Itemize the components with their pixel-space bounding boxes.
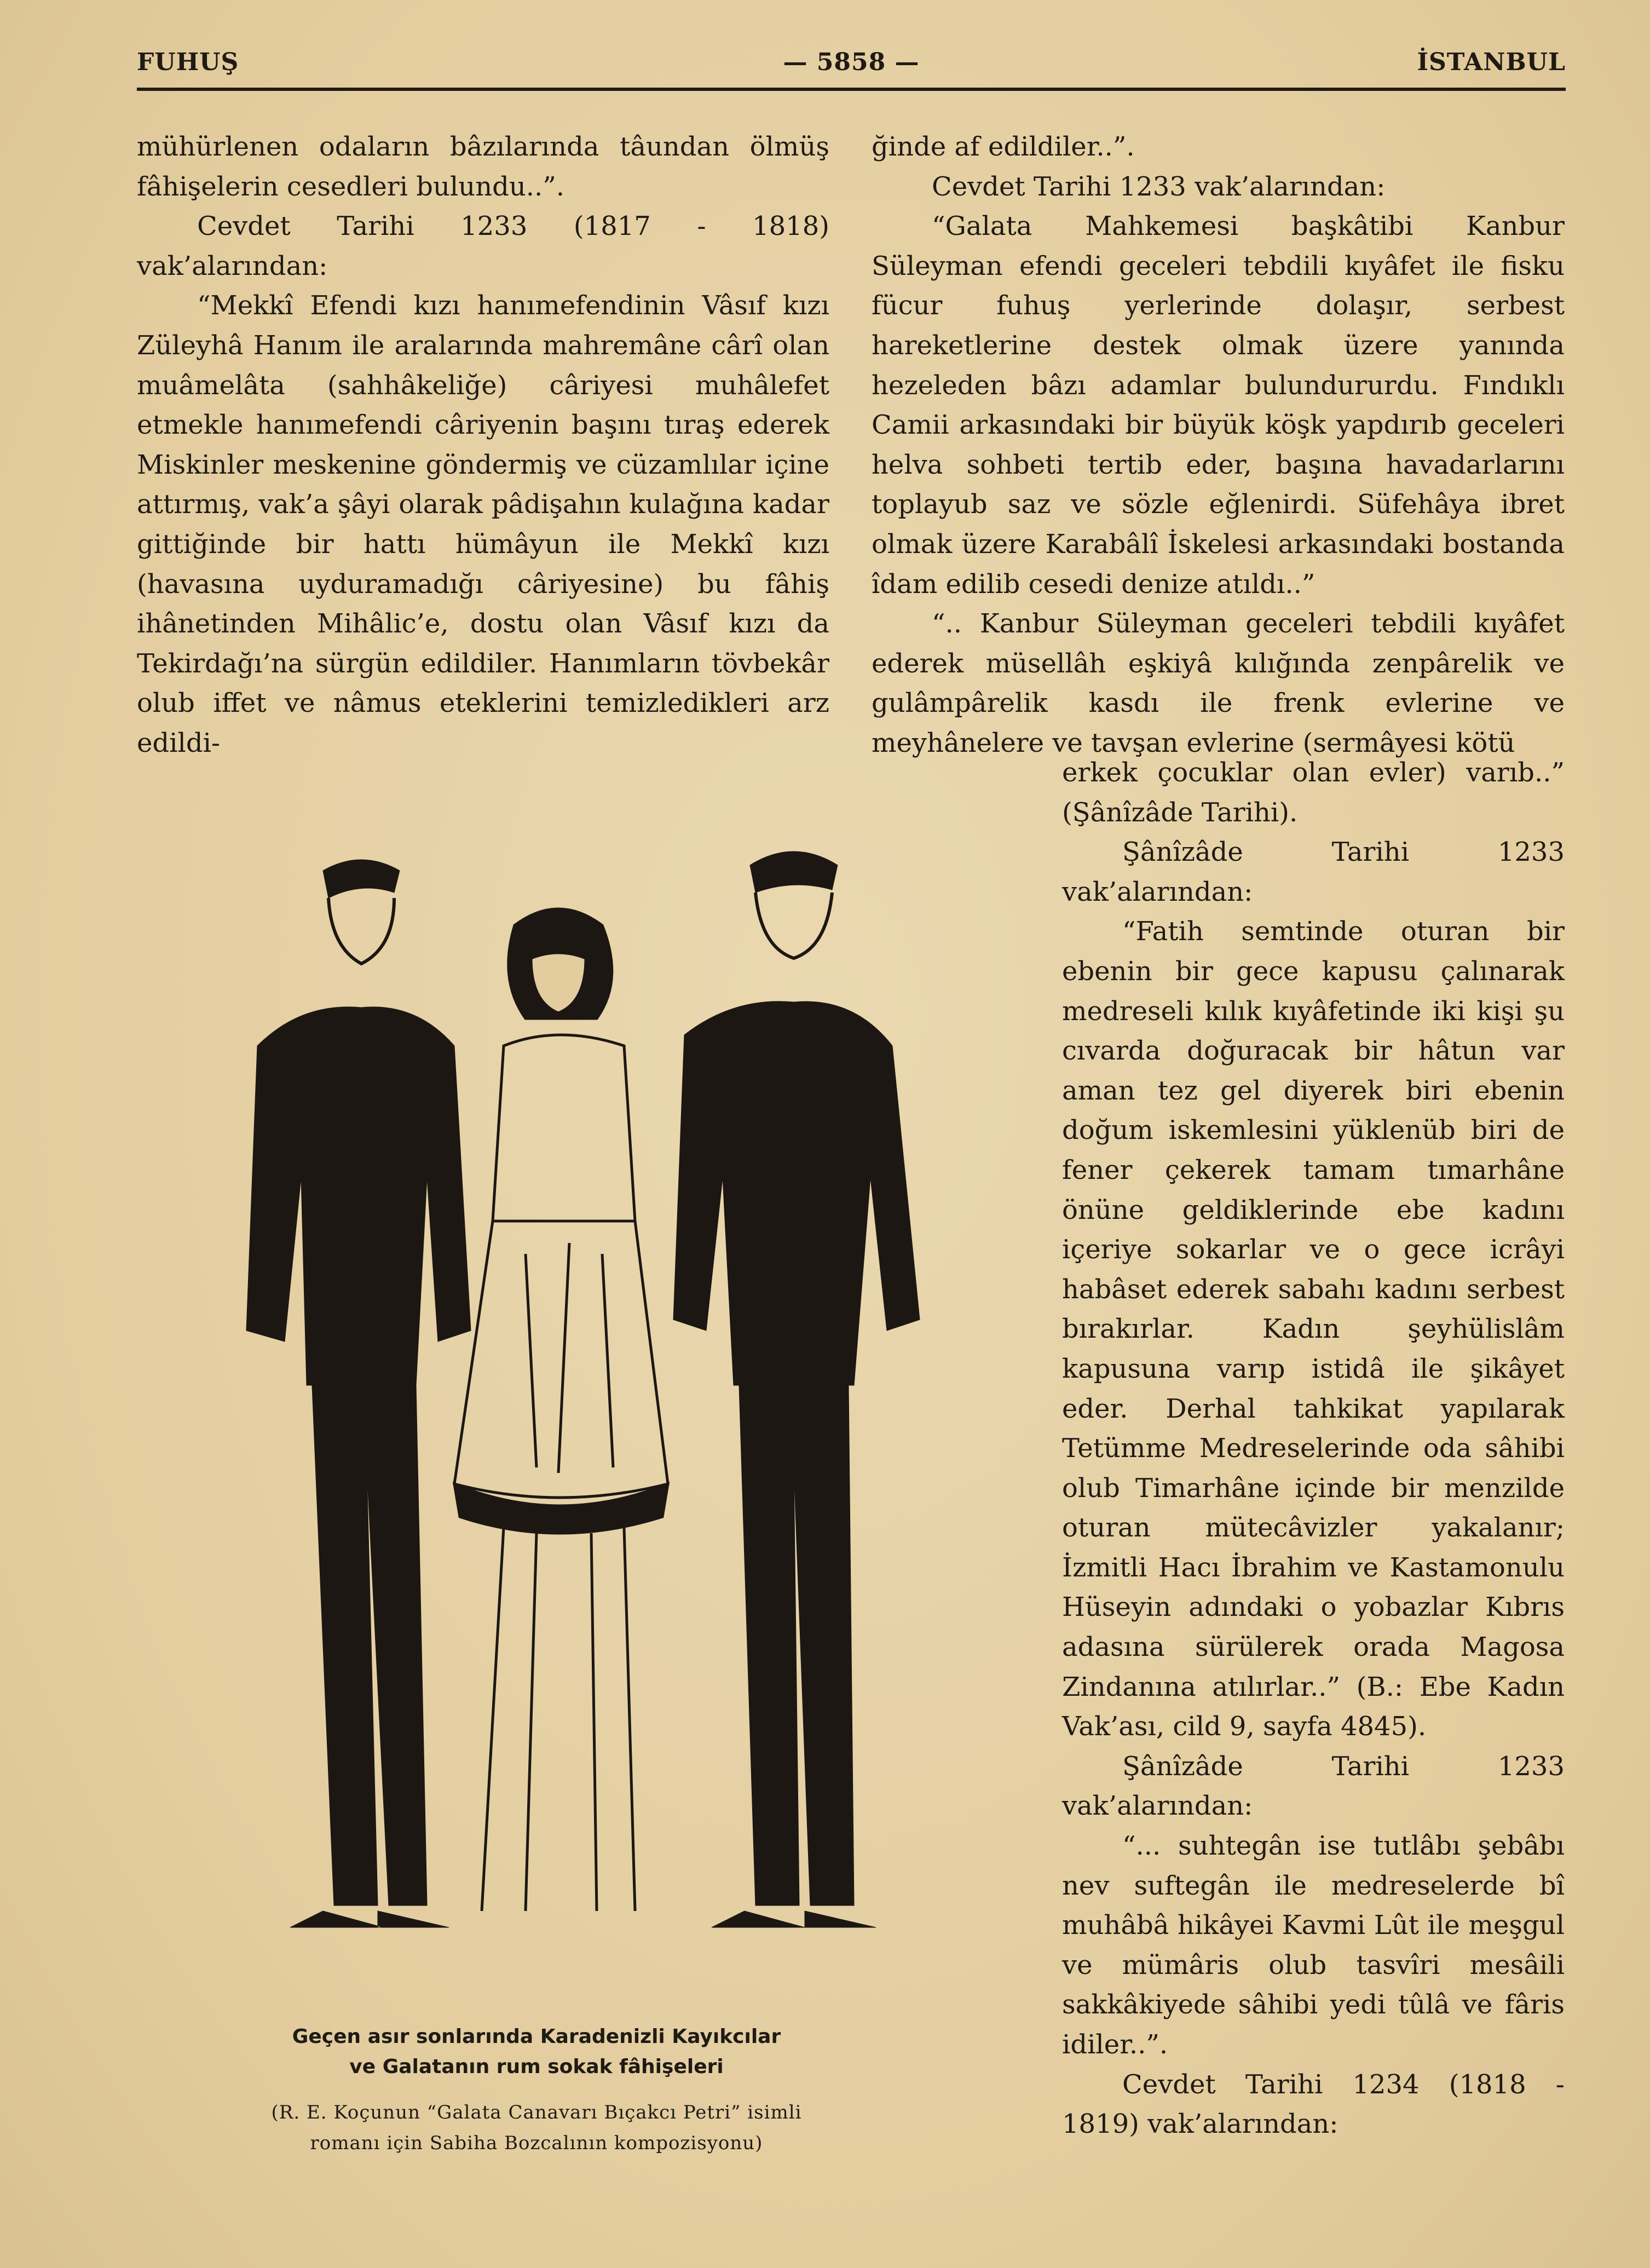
page-number: — 5858 —: [783, 48, 920, 76]
header-rule: [137, 88, 1566, 91]
paragraph: Şânîzâde Tarihi 1233 vak’alarından:: [1062, 1751, 1565, 1822]
paragraph: Cevdet Tarihi 1234 (1818 - 1819) vak’alarından:: [1062, 2069, 1565, 2140]
left-figure: [246, 860, 471, 1927]
caption-credit: (R. E. Koçunun “Galata Canavarı Bıçakcı Petri” isimli: [271, 2102, 802, 2123]
paragraph: mühürlenen odaların bâzılarında tâundan ölmüş fâhişelerin cesedleri bulundu..”.: [137, 131, 829, 202]
paragraph: erkek çocuklar olan evler) varıb..” (Şânîzâde Tarihi).: [1062, 757, 1565, 828]
figure-caption: [175, 2022, 898, 2158]
paragraph: “Mekkî Efendi kızı hanımefendinin Vâsıf kızı Züleyhâ Hanım ile aralarında mahremâne cârî olan muâmelâta (sahhâkeliğe) câriyesi muhâlefet etmekle hanımefendi câriyenin başını tıraş ederek Miskinler meskenine göndermiş ve cüzamlılar içine attırmış, vak’a şâyi olarak pâdişahın kulağına kadar gittiğinde bir hattı hümâyun ile Mekkî kızı (havasına uyduramadığı câriyesine) bu fâhiş ihânetinden Mihâlic’e, dostu olan Vâsıf kızı da Tekirdağı’na sürgün edildiler. Hanımların tövbekâr olub iffet ve nâmus eteklerini temizledikleri arz edildi-: [137, 290, 829, 758]
right-figure: [673, 851, 920, 1927]
left-column: [137, 127, 829, 763]
paragraph: “... suhtegân ise tutlâbı şebâbı nev suftegân ile medreselerde bî muhâbâ hikâyei Kavmi Lût ile meşgul ve mümâris olub tasvîri mesâili sakkâkiyede sâhibi yedi tûlâ ve fâris idiler..”.: [1062, 1830, 1565, 2060]
paragraph: Cevdet Tarihi 1233 vak’alarından:: [932, 171, 1386, 202]
paragraph: ğinde af edildiler..”.: [872, 131, 1135, 162]
caption-credit: romanı için Sabiha Bozcalının kompozisyonu): [310, 2132, 763, 2154]
page-header: [137, 48, 1566, 92]
header-section-title: FUHUŞ: [137, 48, 239, 76]
illustration: [197, 838, 996, 1971]
right-column-narrow: [1062, 753, 1565, 2144]
illustration-drawing: [197, 838, 996, 1971]
right-column-wide: [872, 127, 1565, 763]
caption-line: ve Galatanın rum sokak fâhişeleri: [349, 2056, 724, 2078]
paragraph: “Fatih semtinde oturan bir ebenin bir gece kapusu çalınarak medreseli kılık kıyâfetinde iki kişi şu cıvarda doğuracak bir hâtun var aman tez gel diyerek biri ebenin doğum iskemlesini yüklenüb biri de fener çekerek tamam tımarhâne önüne geldiklerinde ebe kadını içeriye sokarlar ve o gece icrâyi habâset ederek sabahı kadını serbest bırakırlar. Kadın şeyhülislâm kapusuna varıp istidâ ile şikâyet eder. Derhal tahkikat yapılarak Tetümme Medreselerinde oda sâhibi olub Timarhâne içinde bir menzilde oturan mütecâvizler yakalanır; İzmitli Hacı İbrahim ve Kastamonulu Hüseyin adındaki o yobazlar Kıbrıs adasına sürülerek orada Magosa Zindanına atılırlar..” (B.: Ebe Kadın Vak’ası, cild 9, sayfa 4845).: [1062, 916, 1565, 1742]
caption-line: Geçen asır sonlarında Karadenizli Kayıkcılar: [292, 2025, 781, 2048]
paragraph: Şânîzâde Tarihi 1233 vak’alarından:: [1062, 837, 1565, 907]
paragraph: Cevdet Tarihi 1233 (1817 - 1818) vak’alarından:: [137, 211, 829, 281]
paragraph: “.. Kanbur Süleyman geceleri tebdili kıyâfet ederek müsellâh eşkiyâ kılığında zenpârelik ve gulâmpârelik kasdı ile frenk evlerine ve meyhânelere ve tavşan evlerine (sermâyesi kötü: [872, 608, 1565, 758]
header-book-title: İSTANBUL: [1417, 48, 1566, 76]
paragraph: “Galata Mahkemesi başkâtibi Kanbur Süleyman efendi geceleri tebdili kıyâfet ile fisku fücur fuhuş yerlerinde dolaşır, serbest hareketlerine destek olmak üzere yanında hezeleden bâzı adamlar bulundururdu. Fındıklı Camii arkasındaki bir büyük köşk yapdırıb geceleri helva sohbeti tertib eder, başına havadarlarını toplayub saz ve sözle eğlenirdi. Süfehâya ibret olmak üzere Karabâlî İskelesi arkasındaki bostanda îdam edilib cesedi denize atıldı..”: [872, 211, 1565, 600]
center-figure: [454, 909, 668, 1911]
